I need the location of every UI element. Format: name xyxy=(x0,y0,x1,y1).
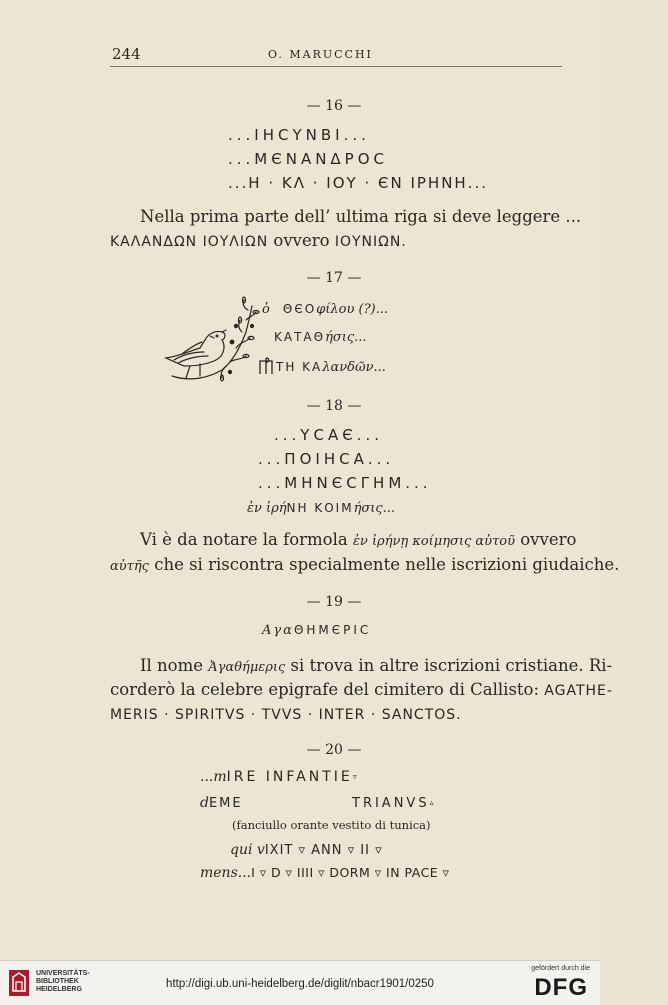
greek-text: λανδῶν... xyxy=(322,360,386,375)
latin-caps: AGATHE- xyxy=(544,683,613,699)
text: ovvero xyxy=(515,530,577,549)
paragraph-3 xyxy=(110,656,613,723)
greek-text: Ἀγαθήμερις xyxy=(208,660,286,675)
greek-text: ήσις... xyxy=(325,330,367,345)
inscription-20-note: (fanciullo orante vestito di tunica) xyxy=(232,818,431,832)
greek-text: ὁ xyxy=(262,302,270,317)
italic-text: ...m xyxy=(200,769,227,785)
greek-text: ήσις... xyxy=(353,501,396,516)
paragraph-3-line-2 xyxy=(110,680,613,699)
section-number-16: — 16 — xyxy=(306,98,362,114)
inscription-18-line-4 xyxy=(247,497,395,516)
triangle-mark-icon: ▿ xyxy=(352,772,357,781)
inscription-caps: ΘΗΜЄΡΙC xyxy=(293,623,372,637)
section-number-20: — 20 — xyxy=(306,742,362,758)
header-rule xyxy=(110,66,562,67)
inscription-16-line-1: ...ΙΗCΥΝΒΙ... xyxy=(228,126,370,144)
italic-text: d xyxy=(200,795,209,811)
inscription-caps: I ▿ D ▿ IIII ▿ DORM ▿ IN PACE ▿ xyxy=(251,865,450,880)
inscription-20-line-4 xyxy=(230,839,383,858)
text: si trova in altre iscrizioni cristiane. Ri- xyxy=(285,656,613,675)
paragraph-1-line-1: Nella prima parte dell’ ultima riga si deve leggere ... xyxy=(140,207,582,226)
section-number-18: — 18 — xyxy=(306,398,362,414)
inscription-caps: IRE INFANTIE xyxy=(226,769,353,785)
running-head: O. MARUCCHI xyxy=(268,48,373,61)
inscription-19 xyxy=(262,619,371,638)
greek-caps: ΚΑΛΑΝΔΩΝ ΙΟΥΛΙΩΝ xyxy=(110,234,269,250)
italic-text: qui v xyxy=(230,842,265,858)
inscription-caps: EME xyxy=(208,796,243,811)
library-name-line: UNIVERSITÄTS- xyxy=(36,970,90,977)
inscription-17-line-3 xyxy=(276,356,386,375)
paragraph-1-line-2 xyxy=(110,231,564,250)
italic-text: mens... xyxy=(200,865,252,881)
inscription-caps: ΝΗ ΚΟΙΜ xyxy=(286,501,354,515)
section-number-19: — 19 — xyxy=(306,594,362,610)
greek-text: Αγα xyxy=(262,623,294,638)
inscription-18-line-3: ...ΜΗΝЄCΓΗΜ... xyxy=(258,474,432,492)
inscription-20-line-2-right xyxy=(352,792,434,811)
greek-caps: ΙΟΥΝΙΩΝ. xyxy=(334,234,407,250)
latin-caps: MERIS · SPIRITVS · TVVS · INTER · SANCTOS. xyxy=(110,707,462,723)
paragraph-2-line-2 xyxy=(110,555,620,574)
paragraph-3-line-1 xyxy=(110,656,613,675)
inscription-20-line-1 xyxy=(200,766,357,785)
text: che si riscontra specialmente nelle iscrizioni giudaiche. xyxy=(148,555,620,574)
page-number: 244 xyxy=(112,45,141,63)
paragraph-2 xyxy=(110,530,620,574)
inscription-caps: ΚΑΤΑΘ xyxy=(274,330,326,344)
text: ovvero xyxy=(268,231,335,250)
viewer-footer xyxy=(0,960,600,1005)
text: Il nome xyxy=(140,656,209,675)
inscription-20-line-5 xyxy=(200,862,449,881)
inscription-caps: IXIT ▿ ANN ▿ II ▿ xyxy=(264,843,383,858)
text: Vi è da notare la formola xyxy=(140,530,353,549)
paragraph-3-line-3 xyxy=(110,704,564,723)
paragraph-1 xyxy=(110,207,582,250)
greek-text: φίλου (?)... xyxy=(316,302,389,317)
dove-olive-branch-drawing xyxy=(160,296,260,386)
inscription-caps: TRIANVS xyxy=(352,796,430,811)
inscription-18-line-2: ...ΠΟΙΗCΑ... xyxy=(258,450,395,468)
triangle-mark-icon: ▵ xyxy=(429,798,434,807)
permalink-url[interactable]: http://digi.ub.uni-heidelberg.de/diglit/nbacr1901/0250 xyxy=(166,978,434,990)
inscription-caps: ΘЄΟ xyxy=(282,302,317,316)
funded-by-label: gefördert durch die xyxy=(531,965,590,972)
inscription-20-line-2 xyxy=(200,792,243,811)
library-name-line: HEIDELBERG xyxy=(36,986,82,993)
dfg-logo[interactable]: DFG xyxy=(534,974,588,1001)
monogram-cross-icon xyxy=(258,357,274,375)
section-number-17: — 17 — xyxy=(306,270,362,286)
greek-text: ἐν ἰρήνῃ κοίμησις αὐτοῦ xyxy=(352,534,515,549)
text: corderò la celebre epigrafe del cimitero di Callisto: xyxy=(110,680,545,699)
library-name-line: BIBLIOTHEK xyxy=(36,978,79,985)
inscription-18-line-1: ...ΥCΑЄ... xyxy=(274,426,383,444)
greek-text: ἐν ἰρή xyxy=(247,501,287,516)
inscription-17-line-2 xyxy=(274,326,367,345)
greek-text: αὐτῆς xyxy=(110,559,149,574)
paragraph-2-line-1 xyxy=(110,530,577,549)
inscription-16-line-3: ...Η · ΚΛ · ΙΟΥ · ЄΝ ΙΡΗΝΗ... xyxy=(228,174,489,192)
inscription-caps: ΤΗ ΚΑ xyxy=(276,360,323,374)
inscription-16-line-2: ...ΜЄΝΑΝΔΡΟC xyxy=(228,150,389,168)
inscription-17-line-1 xyxy=(262,298,388,317)
